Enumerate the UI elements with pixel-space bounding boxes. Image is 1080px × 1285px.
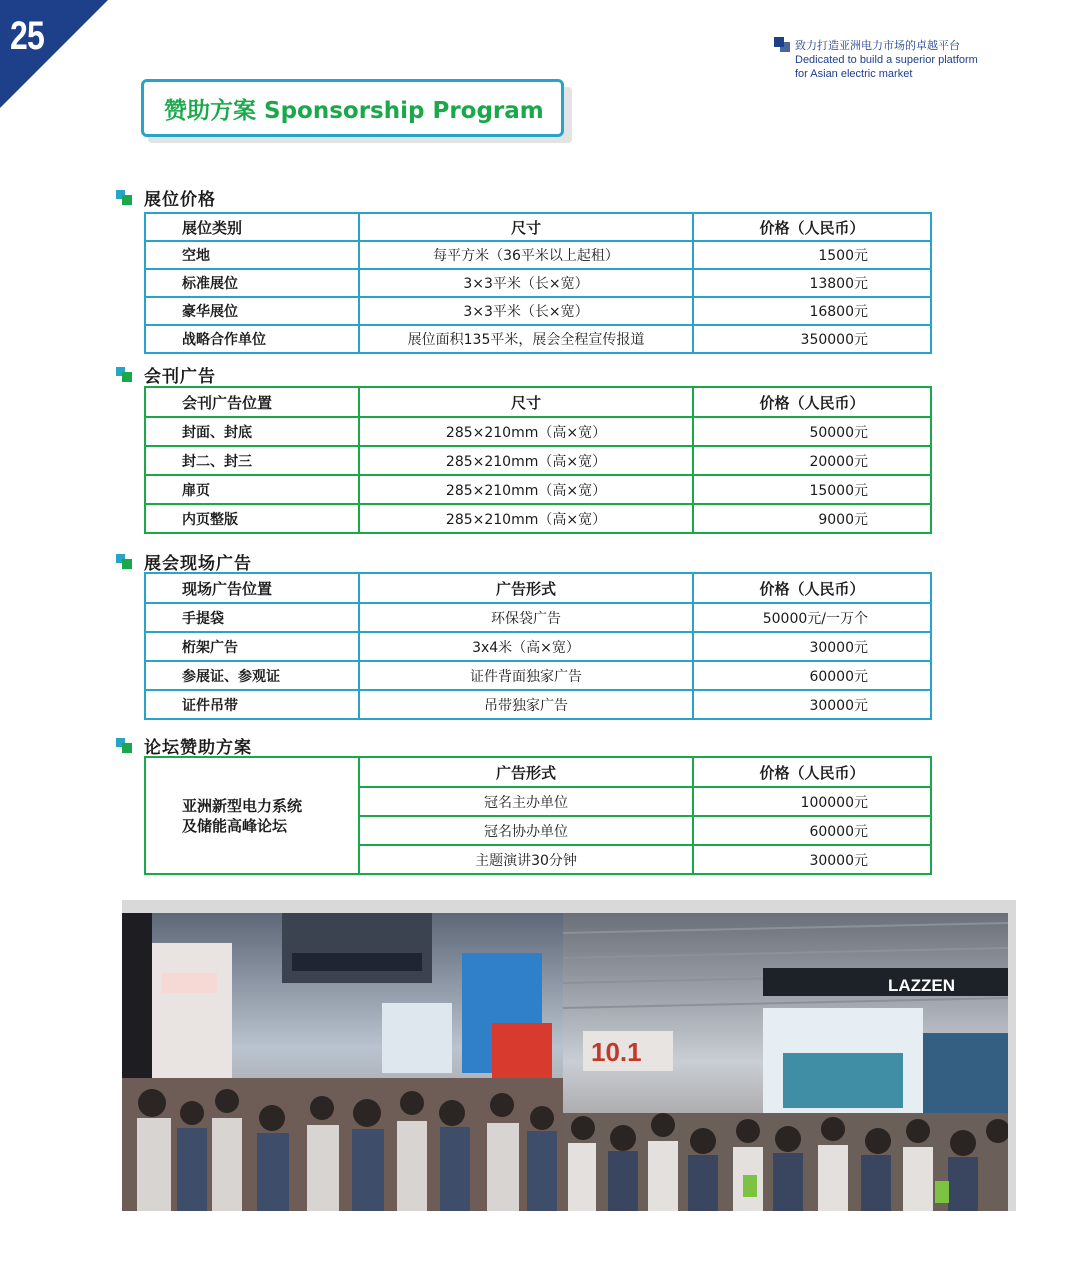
row-price: 60000元 — [693, 661, 931, 690]
onsite-ad-table — [144, 572, 932, 720]
section-squares-icon — [116, 367, 132, 383]
header-cell: 现场广告位置 — [145, 573, 359, 603]
row-label: 证件吊带 — [145, 690, 359, 719]
row-size: 每平方米（36平米以上起租） — [359, 241, 693, 269]
journal-ad-table — [144, 386, 932, 534]
header-cell: 展位类别 — [145, 213, 359, 241]
forum-name-line2: 及储能高峰论坛 — [182, 816, 288, 835]
row-size: 3×3平米（长×宽） — [359, 269, 693, 297]
table-row — [145, 475, 931, 504]
table-row — [145, 690, 931, 719]
table-row — [145, 661, 931, 690]
row-label: 战略合作单位 — [145, 325, 359, 353]
row-size: 285×210mm（高×宽） — [359, 475, 693, 504]
forum-name-cell — [145, 757, 359, 874]
row-label: 内页整版 — [145, 504, 359, 533]
row-price: 13800元 — [693, 269, 931, 297]
row-label: 参展证、参观证 — [145, 661, 359, 690]
table-row — [145, 269, 931, 297]
section-title: 展会现场广告 — [144, 554, 252, 574]
row-size: 3×3平米（长×宽） — [359, 297, 693, 325]
section-onsite-heading — [116, 549, 252, 574]
section-forum-heading — [116, 733, 252, 758]
row-price: 50000元/一万个 — [693, 603, 931, 632]
section-journal-heading — [116, 362, 216, 387]
forum-sponsor-table — [144, 756, 932, 875]
table-row — [145, 504, 931, 533]
row-format: 主题演讲30分钟 — [359, 845, 693, 874]
header-cell: 广告形式 — [359, 757, 693, 787]
header-cell: 价格（人民币） — [693, 757, 931, 787]
table-row — [145, 241, 931, 269]
row-size: 285×210mm（高×宽） — [359, 504, 693, 533]
header-cell: 广告形式 — [359, 573, 693, 603]
table-header-row — [145, 387, 931, 417]
brand-sign: LAZZEN — [888, 976, 956, 995]
page-number: 25 — [10, 14, 44, 58]
page-corner — [0, 0, 110, 110]
row-size: 285×210mm（高×宽） — [359, 417, 693, 446]
row-price: 30000元 — [693, 845, 931, 874]
row-price: 16800元 — [693, 297, 931, 325]
table-row — [145, 603, 931, 632]
row-price: 100000元 — [693, 787, 931, 816]
row-label: 豪华展位 — [145, 297, 359, 325]
row-label: 封二、封三 — [145, 446, 359, 475]
exhibition-photo-left — [122, 913, 563, 1211]
row-price: 350000元 — [693, 325, 931, 353]
table-row — [145, 632, 931, 661]
tagline-cn: 致力打造亚洲电力市场的卓越平台 — [795, 39, 960, 52]
exhibition-photo-right — [563, 913, 1008, 1211]
section-squares-icon — [116, 554, 132, 570]
booth-price-table — [144, 212, 932, 354]
table-header-row — [145, 213, 931, 241]
title-box — [141, 79, 564, 137]
exhibition-photos — [122, 900, 1016, 1211]
header-cell: 价格（人民币） — [693, 213, 931, 241]
row-price: 9000元 — [693, 504, 931, 533]
row-format: 环保袋广告 — [359, 603, 693, 632]
row-label: 手提袋 — [145, 603, 359, 632]
row-price: 30000元 — [693, 690, 931, 719]
row-price: 50000元 — [693, 417, 931, 446]
row-price: 20000元 — [693, 446, 931, 475]
page-title: 赞助方案 Sponsorship Program — [164, 97, 544, 124]
table-header-row — [145, 757, 931, 787]
row-label: 空地 — [145, 241, 359, 269]
header-cell: 尺寸 — [359, 387, 693, 417]
row-format: 吊带独家广告 — [359, 690, 693, 719]
header-cell: 价格（人民币） — [693, 573, 931, 603]
section-title: 展位价格 — [144, 190, 216, 210]
header-cell: 价格（人民币） — [693, 387, 931, 417]
header-cell: 会刊广告位置 — [145, 387, 359, 417]
tagline-en-line1: Dedicated to build a superior platform — [795, 54, 978, 66]
row-format: 3x4米（高×宽） — [359, 632, 693, 661]
section-squares-icon — [116, 190, 132, 206]
hall-sign: 10.1 — [591, 1037, 642, 1067]
tagline-en-line2: for Asian electric market — [795, 68, 913, 80]
row-label: 标准展位 — [145, 269, 359, 297]
row-price: 30000元 — [693, 632, 931, 661]
row-size: 展位面积135平米，展会全程宣传报道 — [359, 325, 693, 353]
row-label: 桁架广告 — [145, 632, 359, 661]
row-format: 冠名协办单位 — [359, 816, 693, 845]
header-cell: 尺寸 — [359, 213, 693, 241]
section-booth-heading — [116, 185, 216, 210]
row-size: 285×210mm（高×宽） — [359, 446, 693, 475]
row-label: 扉页 — [145, 475, 359, 504]
tagline-square-2 — [780, 42, 790, 52]
tagline-en — [795, 53, 978, 81]
table-row — [145, 417, 931, 446]
table-row — [145, 446, 931, 475]
table-row — [145, 297, 931, 325]
row-price: 15000元 — [693, 475, 931, 504]
forum-name-line1: 亚洲新型电力系统 — [182, 796, 303, 815]
section-title: 会刊广告 — [144, 367, 216, 387]
table-row — [145, 325, 931, 353]
row-format: 冠名主办单位 — [359, 787, 693, 816]
row-format: 证件背面独家广告 — [359, 661, 693, 690]
row-label: 封面、封底 — [145, 417, 359, 446]
row-price: 60000元 — [693, 816, 931, 845]
row-price: 1500元 — [693, 241, 931, 269]
table-header-row — [145, 573, 931, 603]
section-squares-icon — [116, 738, 132, 754]
section-title: 论坛赞助方案 — [144, 738, 252, 758]
